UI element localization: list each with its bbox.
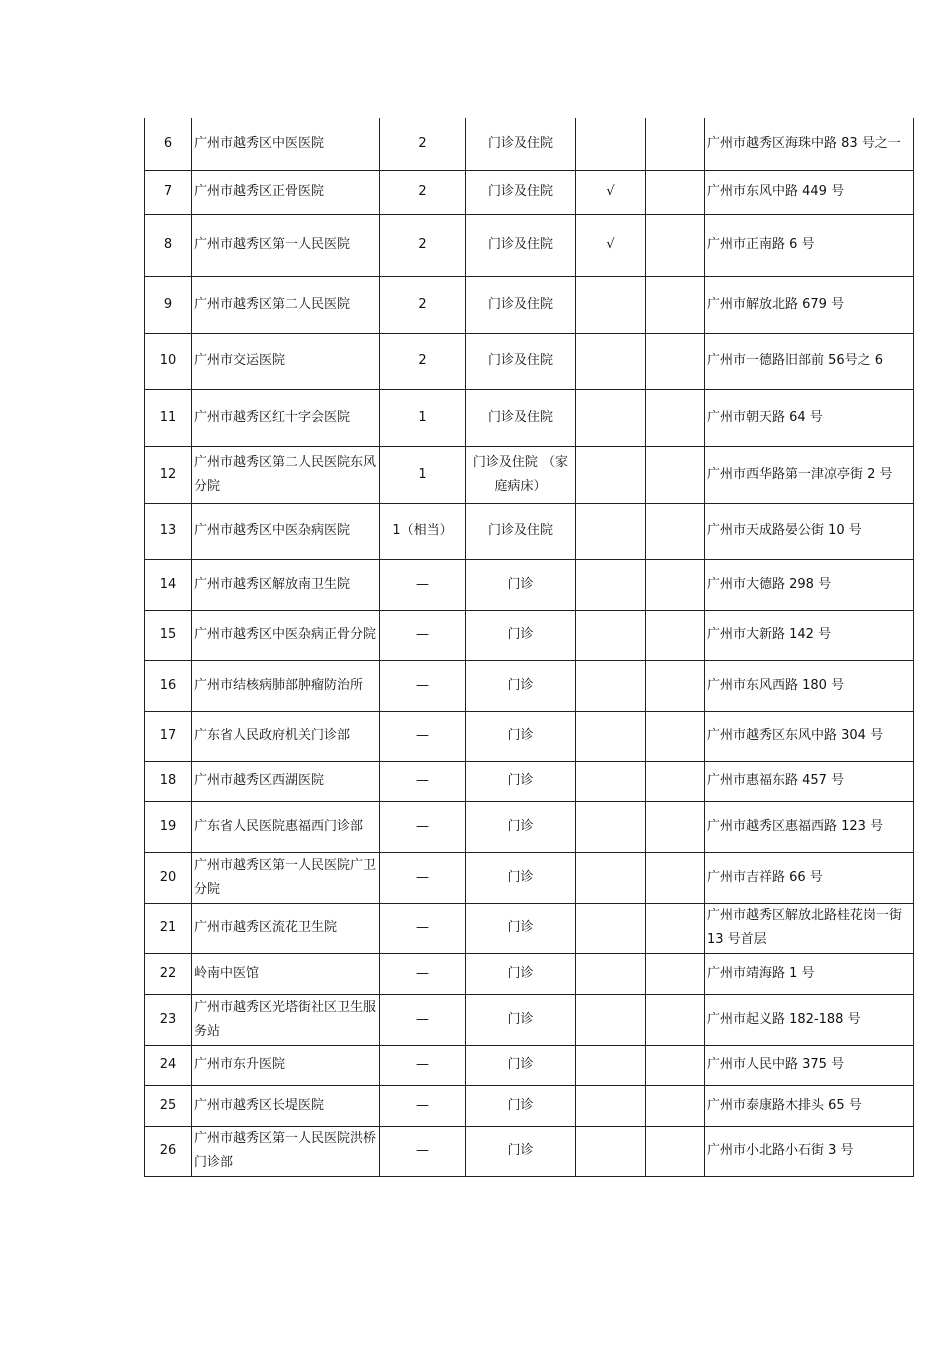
check-mark — [576, 1085, 646, 1126]
hospital-address: 广州市大德路 298 号 — [705, 559, 914, 610]
service-type: 门诊及住院 （家庭病床） — [466, 446, 576, 503]
table-row — [145, 559, 914, 610]
hospital-address: 广州市越秀区东风中路 304 号 — [705, 711, 914, 761]
hospital-table — [144, 118, 914, 1177]
hospital-grade: — — [380, 761, 466, 801]
row-number: 26 — [145, 1126, 192, 1176]
check-mark — [576, 801, 646, 852]
blank-cell — [646, 852, 705, 903]
hospital-name: 广东省人民政府机关门诊部 — [192, 711, 380, 761]
table-row — [145, 276, 914, 333]
hospital-name: 广州市结核病肺部肿瘤防治所 — [192, 660, 380, 711]
blank-cell — [646, 446, 705, 503]
hospital-grade: 1 — [380, 389, 466, 446]
hospital-name: 广州市越秀区第二人民医院 — [192, 276, 380, 333]
row-number: 25 — [145, 1085, 192, 1126]
row-number: 12 — [145, 446, 192, 503]
row-number: 11 — [145, 389, 192, 446]
hospital-name: 广东省人民医院惠福西门诊部 — [192, 801, 380, 852]
check-mark: √ — [576, 170, 646, 214]
check-mark — [576, 1045, 646, 1085]
table-row — [145, 610, 914, 660]
hospital-name: 广州市越秀区中医医院 — [192, 118, 380, 170]
blank-cell — [646, 711, 705, 761]
check-mark — [576, 559, 646, 610]
row-number: 20 — [145, 852, 192, 903]
hospital-name: 广州市越秀区光塔街社区卫生服务站 — [192, 994, 380, 1045]
hospital-name: 广州市越秀区中医杂病医院 — [192, 503, 380, 559]
row-number: 21 — [145, 903, 192, 953]
blank-cell — [646, 1085, 705, 1126]
blank-cell — [646, 503, 705, 559]
hospital-address: 广州市天成路晏公街 10 号 — [705, 503, 914, 559]
hospital-name: 广州市越秀区第二人民医院东风分院 — [192, 446, 380, 503]
blank-cell — [646, 389, 705, 446]
table-body — [145, 118, 914, 1176]
check-mark — [576, 903, 646, 953]
table-row — [145, 1126, 914, 1176]
table-row — [145, 1085, 914, 1126]
blank-cell — [646, 903, 705, 953]
row-number: 13 — [145, 503, 192, 559]
hospital-name: 广州市越秀区流花卫生院 — [192, 903, 380, 953]
hospital-name: 广州市越秀区解放南卫生院 — [192, 559, 380, 610]
blank-cell — [646, 761, 705, 801]
hospital-address: 广州市正南路 6 号 — [705, 214, 914, 276]
row-number: 19 — [145, 801, 192, 852]
blank-cell — [646, 559, 705, 610]
hospital-address: 广州市越秀区惠福西路 123 号 — [705, 801, 914, 852]
blank-cell — [646, 801, 705, 852]
table-row — [145, 214, 914, 276]
service-type: 门诊 — [466, 801, 576, 852]
hospital-address: 广州市大新路 142 号 — [705, 610, 914, 660]
hospital-name: 广州市越秀区第一人民医院洪桥门诊部 — [192, 1126, 380, 1176]
check-mark — [576, 446, 646, 503]
hospital-address: 广州市西华路第一津凉亭街 2 号 — [705, 446, 914, 503]
service-type: 门诊及住院 — [466, 333, 576, 389]
row-number: 7 — [145, 170, 192, 214]
check-mark — [576, 852, 646, 903]
hospital-address: 广州市越秀区解放北路桂花岗一街 13 号首层 — [705, 903, 914, 953]
hospital-grade: 2 — [380, 333, 466, 389]
table-row — [145, 446, 914, 503]
row-number: 9 — [145, 276, 192, 333]
hospital-grade: 1（相当） — [380, 503, 466, 559]
blank-cell — [646, 1126, 705, 1176]
hospital-grade: — — [380, 903, 466, 953]
check-mark — [576, 711, 646, 761]
hospital-grade: — — [380, 953, 466, 994]
service-type: 门诊 — [466, 1085, 576, 1126]
blank-cell — [646, 610, 705, 660]
service-type: 门诊 — [466, 994, 576, 1045]
hospital-name: 广州市越秀区红十字会医院 — [192, 389, 380, 446]
hospital-grade: — — [380, 559, 466, 610]
service-type: 门诊 — [466, 559, 576, 610]
table-row — [145, 761, 914, 801]
row-number: 16 — [145, 660, 192, 711]
hospital-address: 广州市小北路小石街 3 号 — [705, 1126, 914, 1176]
hospital-name: 广州市越秀区第一人民医院广卫分院 — [192, 852, 380, 903]
check-mark — [576, 953, 646, 994]
blank-cell — [646, 333, 705, 389]
hospital-grade: 2 — [380, 118, 466, 170]
check-mark — [576, 761, 646, 801]
hospital-name: 广州市越秀区中医杂病正骨分院 — [192, 610, 380, 660]
blank-cell — [646, 118, 705, 170]
hospital-grade: — — [380, 660, 466, 711]
hospital-address: 广州市起义路 182-188 号 — [705, 994, 914, 1045]
hospital-address: 广州市吉祥路 66 号 — [705, 852, 914, 903]
table-row — [145, 170, 914, 214]
hospital-address: 广州市东风西路 180 号 — [705, 660, 914, 711]
row-number: 23 — [145, 994, 192, 1045]
service-type: 门诊及住院 — [466, 503, 576, 559]
blank-cell — [646, 276, 705, 333]
hospital-address: 广州市一德路旧部前 56号之 6 — [705, 333, 914, 389]
service-type: 门诊 — [466, 852, 576, 903]
service-type: 门诊及住院 — [466, 118, 576, 170]
table-row — [145, 852, 914, 903]
service-type: 门诊 — [466, 761, 576, 801]
row-number: 18 — [145, 761, 192, 801]
hospital-grade: — — [380, 852, 466, 903]
hospital-grade: — — [380, 711, 466, 761]
service-type: 门诊及住院 — [466, 389, 576, 446]
hospital-name: 广州市东升医院 — [192, 1045, 380, 1085]
hospital-address: 广州市靖海路 1 号 — [705, 953, 914, 994]
hospital-grade: 2 — [380, 214, 466, 276]
row-number: 8 — [145, 214, 192, 276]
table-row — [145, 903, 914, 953]
check-mark — [576, 389, 646, 446]
hospital-address: 广州市朝天路 64 号 — [705, 389, 914, 446]
table-row — [145, 660, 914, 711]
hospital-grade: 2 — [380, 170, 466, 214]
service-type: 门诊及住院 — [466, 276, 576, 333]
table-row — [145, 994, 914, 1045]
hospital-grade: 2 — [380, 276, 466, 333]
hospital-name: 广州市越秀区长堤医院 — [192, 1085, 380, 1126]
blank-cell — [646, 660, 705, 711]
hospital-address: 广州市解放北路 679 号 — [705, 276, 914, 333]
table-row — [145, 118, 914, 170]
check-mark: √ — [576, 214, 646, 276]
service-type: 门诊 — [466, 903, 576, 953]
row-number: 17 — [145, 711, 192, 761]
hospital-grade: — — [380, 1085, 466, 1126]
hospital-grade: — — [380, 801, 466, 852]
hospital-address: 广州市泰康路木排头 65 号 — [705, 1085, 914, 1126]
service-type: 门诊 — [466, 953, 576, 994]
hospital-grade: 1 — [380, 446, 466, 503]
check-mark — [576, 610, 646, 660]
hospital-name: 广州市越秀区西湖医院 — [192, 761, 380, 801]
check-mark — [576, 503, 646, 559]
check-mark — [576, 1126, 646, 1176]
hospital-name: 岭南中医馆 — [192, 953, 380, 994]
table-row — [145, 503, 914, 559]
row-number: 24 — [145, 1045, 192, 1085]
check-mark — [576, 994, 646, 1045]
service-type: 门诊 — [466, 1126, 576, 1176]
row-number: 14 — [145, 559, 192, 610]
blank-cell — [646, 214, 705, 276]
hospital-grade: — — [380, 1045, 466, 1085]
table-row — [145, 801, 914, 852]
table-row — [145, 1045, 914, 1085]
blank-cell — [646, 994, 705, 1045]
check-mark — [576, 660, 646, 711]
hospital-name: 广州市交运医院 — [192, 333, 380, 389]
check-mark — [576, 276, 646, 333]
service-type: 门诊 — [466, 660, 576, 711]
row-number: 6 — [145, 118, 192, 170]
hospital-name: 广州市越秀区第一人民医院 — [192, 214, 380, 276]
blank-cell — [646, 953, 705, 994]
table-row — [145, 389, 914, 446]
service-type: 门诊及住院 — [466, 214, 576, 276]
check-mark — [576, 118, 646, 170]
row-number: 15 — [145, 610, 192, 660]
blank-cell — [646, 170, 705, 214]
hospital-address: 广州市惠福东路 457 号 — [705, 761, 914, 801]
service-type: 门诊 — [466, 1045, 576, 1085]
table-row — [145, 333, 914, 389]
blank-cell — [646, 1045, 705, 1085]
hospital-grade: — — [380, 610, 466, 660]
hospital-grade: — — [380, 994, 466, 1045]
row-number: 22 — [145, 953, 192, 994]
hospital-address: 广州市越秀区海珠中路 83 号之一 — [705, 118, 914, 170]
hospital-address: 广州市东风中路 449 号 — [705, 170, 914, 214]
hospital-grade: — — [380, 1126, 466, 1176]
service-type: 门诊及住院 — [466, 170, 576, 214]
service-type: 门诊 — [466, 711, 576, 761]
check-mark — [576, 333, 646, 389]
hospital-address: 广州市人民中路 375 号 — [705, 1045, 914, 1085]
hospital-name: 广州市越秀区正骨医院 — [192, 170, 380, 214]
service-type: 门诊 — [466, 610, 576, 660]
table-row — [145, 953, 914, 994]
table-row — [145, 711, 914, 761]
row-number: 10 — [145, 333, 192, 389]
